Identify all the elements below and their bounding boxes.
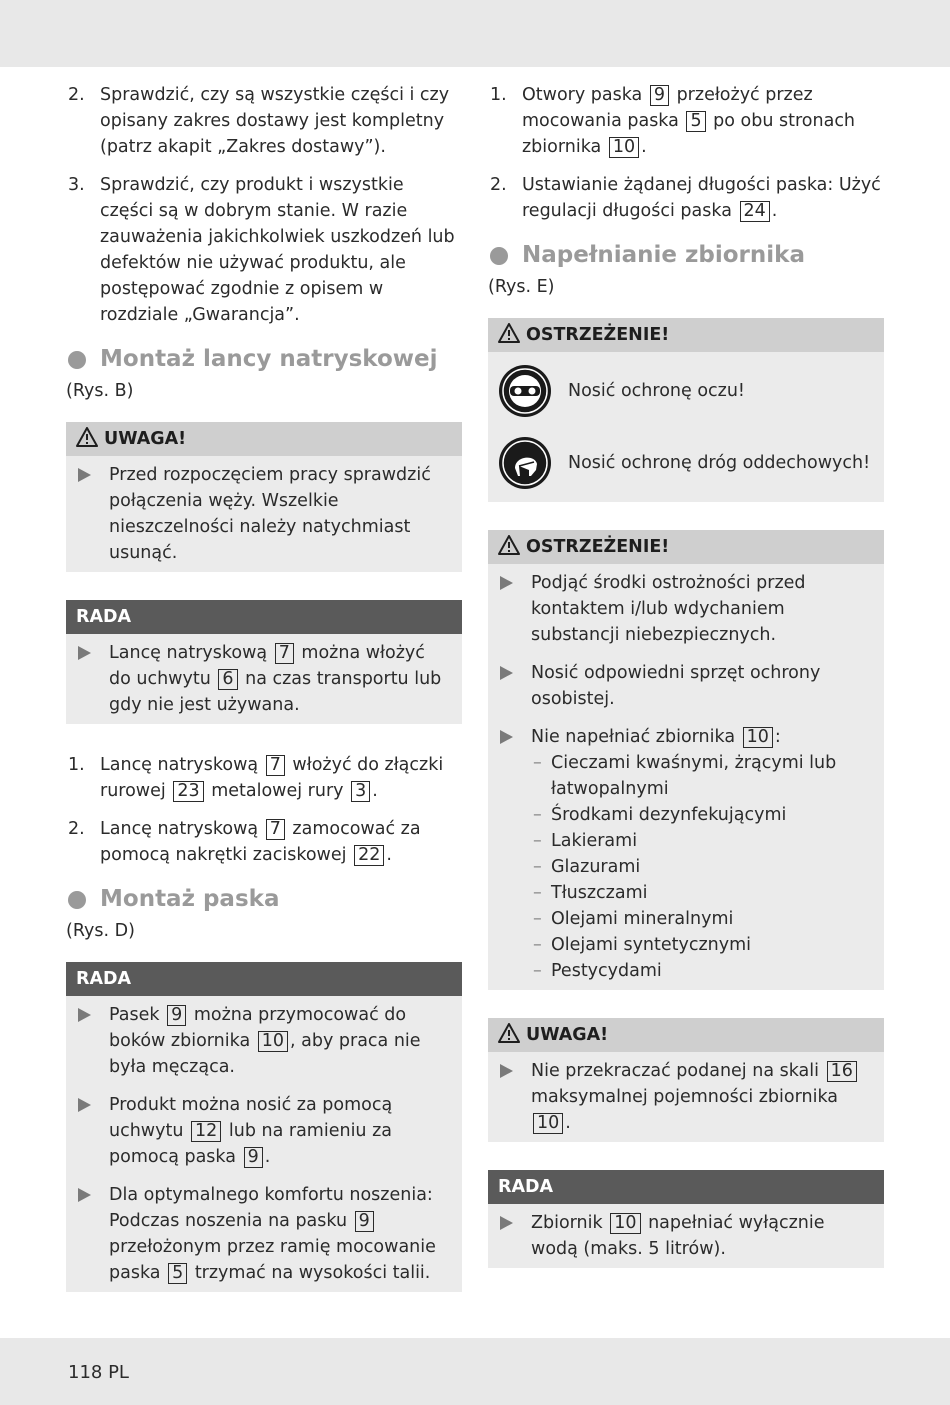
step-text: Otwory paska [522,85,643,105]
part-number: 9 [244,1147,263,1168]
list-item [498,1210,874,1262]
part-number: 24 [740,201,770,222]
step-number: 2. [68,85,85,105]
pictogram-label: Nosić ochronę dróg oddechowych! [568,453,871,473]
list-item [76,1002,452,1080]
step-list [66,752,462,868]
bullet-text: na czas transportu lub gdy nie jest używana. [109,669,442,715]
warning-triangle-icon [76,427,98,447]
bullet-text: , aby praca nie była męcząca. [109,1031,421,1077]
list-item [76,1092,452,1170]
footer-band [0,1338,950,1405]
part-number: 10 [609,137,639,158]
arrow-bullet-icon [78,1098,91,1112]
bullet-text: można przymocować do boków zbiornika [109,1005,407,1051]
step-list [488,82,884,224]
caution-header [488,1018,884,1052]
part-number: 10 [258,1031,288,1052]
list-item [498,724,874,984]
list-item [66,82,462,160]
part-number: 12 [191,1121,221,1142]
part-number: 16 [827,1061,857,1082]
list-item [498,364,874,418]
left-column [66,82,462,1320]
list-item [76,1182,452,1286]
list-item [498,660,874,712]
part-number: 10 [743,727,773,748]
substance-item: – Glazurami [531,854,874,880]
tip-header: RADA [488,1170,884,1204]
list-item [498,436,874,490]
step-text: Sprawdzić, czy są wszystkie części i czy opisany zakres dostawy jest kompletny (patrz akapit „Zakres dostawy”). [100,85,450,157]
arrow-bullet-icon [500,1216,513,1230]
substance-item: – Środkami dezynfekującymi [531,802,874,828]
substance-item: – Lakierami [531,828,874,854]
arrow-bullet-icon [78,646,91,660]
step-text: . [372,781,378,801]
step-text: . [641,137,647,157]
respiratory-protection-icon [498,436,552,490]
right-column [488,82,884,1296]
bullet-text: maksymalnej pojemności zbiornika [531,1087,839,1107]
step-text: Ustawianie żądanej długości paska: Użyć regulacji długości paska [522,175,881,221]
bullet-text: lub na ramieniu za pomocą paska [109,1121,392,1167]
warning-triangle-icon [498,1023,520,1043]
arrow-bullet-icon [500,666,513,680]
list-item [66,172,462,328]
arrow-bullet-icon [78,468,91,482]
bullet-text: . [565,1113,571,1133]
step-number: 1. [68,755,85,775]
tip-box [66,962,462,1292]
section-heading [488,240,884,270]
page-number: 118 PL [68,1362,129,1383]
bullet-text: można włożyć do uchwytu [109,643,425,689]
list-item [488,172,884,224]
bullet-text: Podjąć środki ostrożności przed kontaktem i/lub wdychaniem substancji niebezpiecznych. [531,573,806,645]
figure-reference: (Rys. E) [488,277,555,297]
step-text: Lancę natryskową [100,819,259,839]
bullet-text: Lancę natryskową [109,643,268,663]
tip-box [488,1170,884,1268]
substance-item: – Cieczami kwaśnymi, żrącymi lub łatwopalnymi [531,750,874,802]
bullet-dot-icon [490,247,508,265]
step-text: włożyć do złączki rurowej [100,755,444,801]
figure-reference: (Rys. B) [66,381,134,401]
section-heading [66,884,462,914]
part-number: 10 [610,1213,640,1234]
caution-title: UWAGA! [104,429,187,449]
step-text: Sprawdzić, czy produkt i wszystkie części są w dobrym stanie. W razie zauważenia jakichkolwiek uszkodzeń lub defektów nie używać produktu, ale postępować zgodnie z opisem w rozdziale „Gwarancja”. [100,175,455,325]
substance-item: – Olejami syntetycznymi [531,932,874,958]
part-number: 5 [168,1263,187,1284]
warning-triangle-icon [498,535,520,555]
list-item [76,640,452,718]
section-heading [66,344,462,374]
part-number: 10 [533,1113,563,1134]
bullet-text: napełniać wyłącznie wodą (maks. 5 litrów). [531,1213,825,1259]
warning-header [488,318,884,352]
tip-header: RADA [66,962,462,996]
part-number: 7 [266,755,285,776]
arrow-bullet-icon [500,730,513,744]
list-item [488,82,884,160]
bullet-dot-icon [68,351,86,369]
bullet-text: Pasek [109,1005,160,1025]
bullet-text: Produkt można nosić za pomocą uchwytu [109,1095,393,1141]
step-text: . [386,845,392,865]
tip-box [66,600,462,724]
bullet-text: Nie przekraczać podanej na skali [531,1061,820,1081]
arrow-bullet-icon [500,1064,513,1078]
list-item [66,816,462,868]
part-number: 5 [686,111,705,132]
step-number: 3. [68,175,85,195]
warning-header [488,530,884,564]
pictogram-label: Nosić ochronę oczu! [568,381,745,401]
caution-box [488,1018,884,1142]
bullet-text: : [774,727,781,747]
list-item [498,1058,874,1136]
bullet-text: . [264,1147,271,1167]
step-text: zamocować za pomocą nakrętki zaciskowej [100,819,421,865]
bullet-text: trzymać na wysokości talii. [194,1263,431,1283]
bullet-text: Przed rozpoczęciem pracy sprawdzić połączenia węży. Wszelkie nieszczelności należy natychmiast usunąć. [109,465,431,563]
bullet-text: Nosić odpowiedni sprzęt ochrony osobistej. [531,663,821,709]
step-number: 1. [490,85,507,105]
warning-box [488,530,884,990]
arrow-bullet-icon [78,1008,91,1022]
bullet-dot-icon [68,891,86,909]
bullet-text: Dla optymalnego komfortu noszenia: Podczas noszenia na pasku [109,1185,433,1231]
step-text: przełożyć przez mocowania paska [522,85,813,131]
warning-triangle-icon [498,323,520,343]
part-number: 7 [266,819,285,840]
part-number: 9 [650,85,669,106]
part-number: 7 [275,643,294,664]
list-item [76,462,452,566]
arrow-bullet-icon [78,1188,91,1202]
caution-title: UWAGA! [526,1025,609,1045]
header-band [0,0,950,67]
step-text: Lancę natryskową [100,755,259,775]
step-list [66,82,462,328]
warning-title: OSTRZEŻENIE! [526,537,670,557]
part-number: 9 [355,1211,374,1232]
part-number: 6 [218,669,237,690]
step-text: . [771,201,778,221]
part-number: 22 [354,845,384,866]
part-number: 23 [173,781,203,802]
step-text: po obu stronach zbiornika [522,111,856,157]
bullet-text: Zbiornik [531,1213,603,1233]
warning-box [488,318,884,502]
caution-header [66,422,462,456]
part-number: 9 [167,1005,186,1026]
section-title: Montaż paska [100,886,280,912]
section-title: Napełnianie zbiornika [522,242,805,268]
step-number: 2. [490,175,507,195]
substance-item: – Olejami mineralnymi [531,906,874,932]
arrow-bullet-icon [500,576,513,590]
substance-item: – Pestycydami [531,958,874,984]
section-title: Montaż lancy natryskowej [100,346,438,372]
bullet-text: przełożonym przez ramię mocowanie paska [109,1237,436,1283]
figure-reference: (Rys. D) [66,921,135,941]
caution-box [66,422,462,572]
eye-protection-icon [498,364,552,418]
substance-item: – Tłuszczami [531,880,874,906]
step-text: metalowej rury [211,781,344,801]
bullet-text: Nie napełniać zbiornika [531,727,736,747]
tip-header: RADA [66,600,462,634]
list-item [498,570,874,648]
warning-title: OSTRZEŻENIE! [526,325,670,345]
list-item [66,752,462,804]
part-number: 3 [351,781,370,802]
step-number: 2. [68,819,85,839]
